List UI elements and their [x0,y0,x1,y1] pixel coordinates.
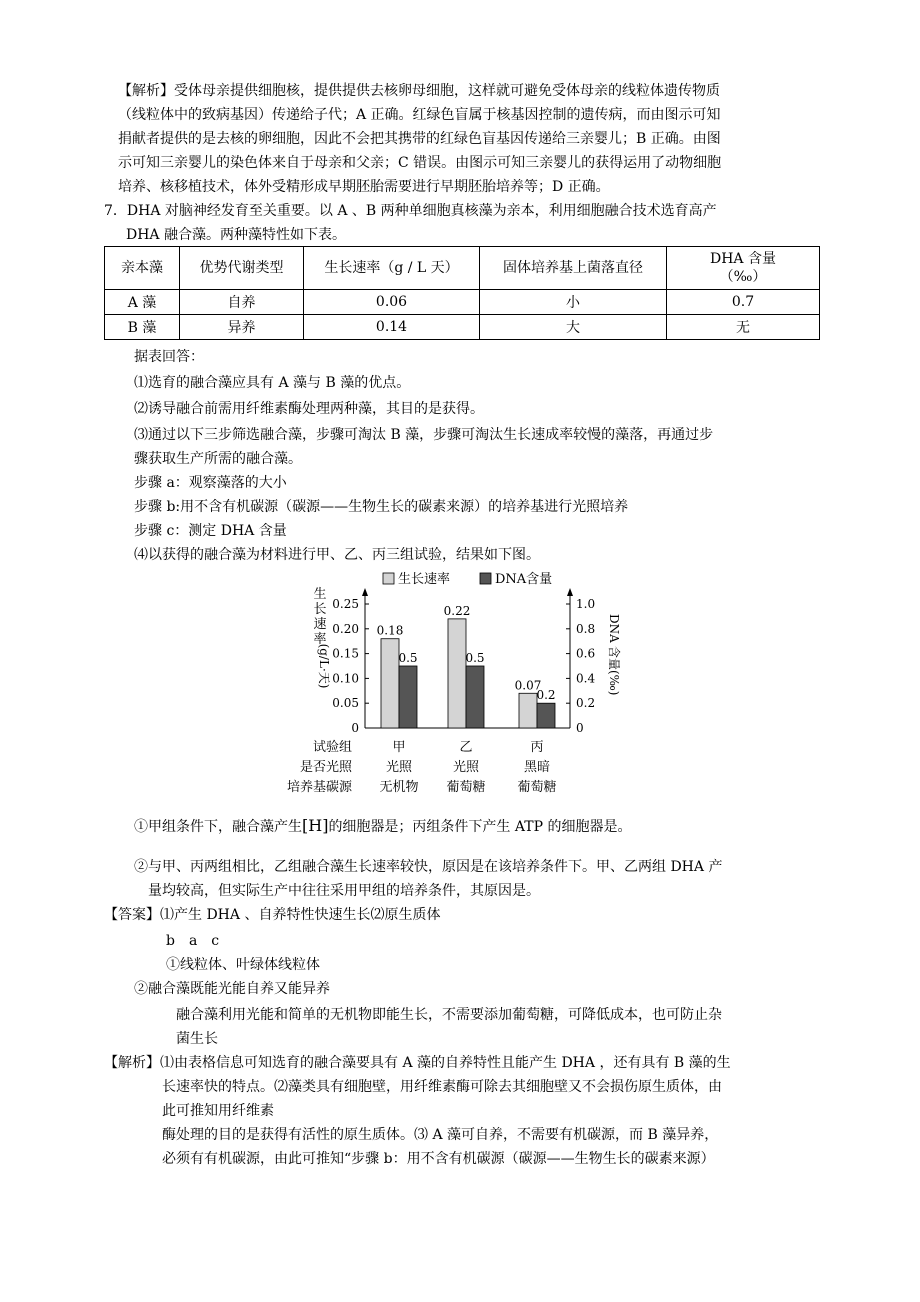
table-cell: 小 [480,290,667,315]
table-header-cell: 优势代谢类型 [180,247,304,290]
data-label-dna-content: 0.2 [536,688,556,703]
right-axis-label: DNA [607,614,621,643]
sub-question-1: ⑴选育的融合藻应具有 A 藻与 B 藻的优点。 [134,375,411,391]
analysis-1-line-2: （线粒体中的致病基因）传递给子代；A 正确。红绿色盲属于核基因控制的遗传病，而由图示可知 [118,107,721,123]
analysis-2-line-5: 必须有有机碳源，由此可推知“步骤 b：用不含有机碳源（碳源——生物生长的碳素来源） [162,1151,715,1167]
table-row [105,290,820,315]
condition-row-header: 培养基碳源 [286,780,352,795]
table-header-cell [667,247,820,290]
answer-line-4: ②融合藻既能光能自养又能异养 [134,981,330,997]
analysis-2-line-2: 长速率快的特点。⑵藻类具有细胞壁，用纤维素酶可除去其细胞壁又不会损伤原生质体，由 [162,1079,722,1095]
right-tick-label: 0.4 [576,671,596,686]
right-axis-arrow [567,588,573,596]
answer-line-3: ①线粒体、叶绿体线粒体 [166,957,320,973]
table-header-cell: 固体培养基上菌落直径 [480,247,667,290]
left-axis-label: 率 [313,632,327,647]
sub-question-3-line-1: ⑶通过以下三步筛选融合藻，步骤可淘汰 B 藻，步骤可淘汰生长速成率较慢的藻落，再通过步 [134,427,714,443]
right-tick-label: 0.6 [576,646,596,661]
analysis-1-line-1: 【解析】受体母亲提供细胞核，提供提供去核卵母细胞，这样就可避免受体母亲的线粒体遗传物质 [118,83,720,99]
condition-cell: 无机物 [379,780,419,795]
bar-growth-rate [448,619,466,728]
answer-line-2: b a c [166,933,220,949]
sub-question-4-1-part-b: 的细胞器是；丙组条件下产生 ATP 的细胞器是。 [328,819,632,835]
condition-cell: 黑暗 [523,760,551,775]
bar-growth-rate [519,693,537,728]
step-b: 步骤 b:用不含有机碳源（碳源——生物生长的碳素来源）的培养基进行光照培养 [134,499,629,515]
question-7-line-2: DHA 融合藻。两种藻特性如下表。 [126,227,346,243]
analysis-1-line-3: 捐献者提供的是去核的卵细胞，因此不会把其携带的红绿色盲基因传递给三亲婴儿；B 正确。由图 [118,131,721,147]
condition-cell: 葡萄糖 [517,780,557,795]
data-label-growth-rate: 0.22 [443,603,471,618]
data-label-dna-content: 0.5 [465,651,485,665]
sub-question-2: ⑵诱导融合前需用纤维素酶处理两种藻，其目的是获得。 [134,401,484,417]
table-cell: 大 [480,315,667,340]
left-axis-label: 速 [313,617,327,632]
left-tick-label: 0.10 [332,671,359,686]
bar-dna-content [537,703,555,728]
analysis-2-line-4: 酶处理的目的是获得有活性的原生质体。⑶ A 藻可自养，不需要有机碳源，而 B 藻异养， [162,1127,719,1143]
right-axis-unit: 含量(‰) [607,646,621,696]
answer-line-1: 【答案】⑴产生 DHA 、自养特性快速生长⑵原生质体 [104,907,441,923]
analysis-2-line-3: 此可推知用纤维素 [162,1103,274,1119]
question-7-line-1: 7．DHA 对脑神经发育至关重要。以 A 、B 两种单细胞真核藻为亲本，利用细胞融合技术选育高产 [104,203,717,219]
analysis-1-line-4: 示可知三亲婴儿的染色体来自于母亲和父亲；C 错误。由图示可知三亲婴儿的获得运用了动物细胞 [118,155,722,171]
sub-question-4-2-line-2: 量均较高，但实际生产中往往采用甲组的培养条件，其原因是。 [148,883,540,899]
right-tick-label: 0.2 [576,696,596,711]
legend-swatch-dna-content [480,573,491,584]
sub-question-4-2-line-1: ②与甲、丙两组相比，乙组融合藻生长速率较快，原因是在该培养条件下。甲、乙两组 DHA 产 [134,859,723,875]
condition-row-header: 试验组 [312,740,352,755]
table-cell: 0.7 [667,290,820,315]
legend-swatch-growth-rate [383,573,394,584]
condition-cell: 光照 [385,760,413,775]
sub-question-4: ⑷以获得的融合藻为材料进行甲、乙、丙三组试验，结果如下图。 [134,547,540,563]
table-cell: 0.14 [304,315,480,340]
legend-label-growth-rate: 生长速率 [398,572,451,587]
answer-line-6: 菌生长 [176,1031,218,1047]
bar-dna-content [399,666,417,728]
sub-question-4-1-part-a: ①甲组条件下，融合藻产生 [134,819,302,835]
left-axis-label: 生 [313,587,327,602]
table-cell: 异养 [180,315,304,340]
condition-cell: 乙 [459,740,473,755]
step-c: 步骤 c：测定 DHA 含量 [134,523,287,539]
h-symbol: [H] [302,816,329,835]
condition-cell: 丙 [530,740,544,755]
condition-row-header: 是否光照 [299,760,352,775]
table-header-cell: 生长速率（g / L 天） [304,247,480,290]
bar-chart [280,566,640,802]
data-label-dna-content: 0.5 [398,651,418,665]
table-cell: B 藻 [105,315,180,340]
table-cell: A 藻 [105,290,180,315]
left-axis-label: 长 [313,602,327,617]
right-tick-label: 1.0 [576,597,596,611]
right-tick-label: 0.8 [576,621,596,636]
answer-intro: 据表回答： [134,349,204,365]
dha-header-line-1: DHA 含量 [710,251,776,267]
algae-traits-table [104,246,820,340]
data-label-growth-rate: 0.07 [514,678,542,693]
condition-cell: 葡萄糖 [446,780,486,795]
data-label-growth-rate: 0.18 [376,623,404,638]
left-axis-arrow [362,588,368,596]
table-cell: 自养 [180,290,304,315]
condition-cell: 光照 [452,760,480,775]
answer-line-5: 融合藻利用光能和简单的无机物即能生长，不需要添加葡萄糖，可降低成本，也可防止杂 [176,1007,722,1023]
table-header-row [105,247,820,290]
condition-cell: 甲 [392,740,406,755]
sub-question-4-1 [134,815,631,838]
analysis-1-line-5: 培养、核移植技术，体外受精形成早期胚胎需要进行早期胚胎培养等；D 正确。 [118,179,610,195]
left-axis-unit: (g/L·天) [317,643,331,689]
bar-dna-content [466,666,484,728]
dha-header-line-2: （‰） [719,269,767,285]
sub-question-3-line-2: 骤获取生产所需的融合藻。 [134,451,302,467]
table-row [105,315,820,340]
legend-label-dna-content: DNA含量 [495,572,553,587]
left-tick-label: 0.15 [332,646,359,661]
table-cell: 无 [667,315,820,340]
table-cell: 0.06 [304,290,480,315]
left-tick-label: 0.25 [332,597,359,611]
step-a: 步骤 a：观察藻落的大小 [134,475,287,491]
left-tick-label: 0.05 [332,696,359,711]
left-tick-label: 0 [351,721,359,735]
table-header-cell: 亲本藻 [105,247,180,290]
left-tick-label: 0.20 [332,621,359,636]
right-tick-label: 0 [576,721,584,735]
analysis-2-line-1: 【解析】⑴由表格信息可知选育的融合藻要具有 A 藻的自养特性且能产生 DHA ，还有具有 B 藻的生 [104,1055,731,1071]
bar-growth-rate [381,639,399,728]
